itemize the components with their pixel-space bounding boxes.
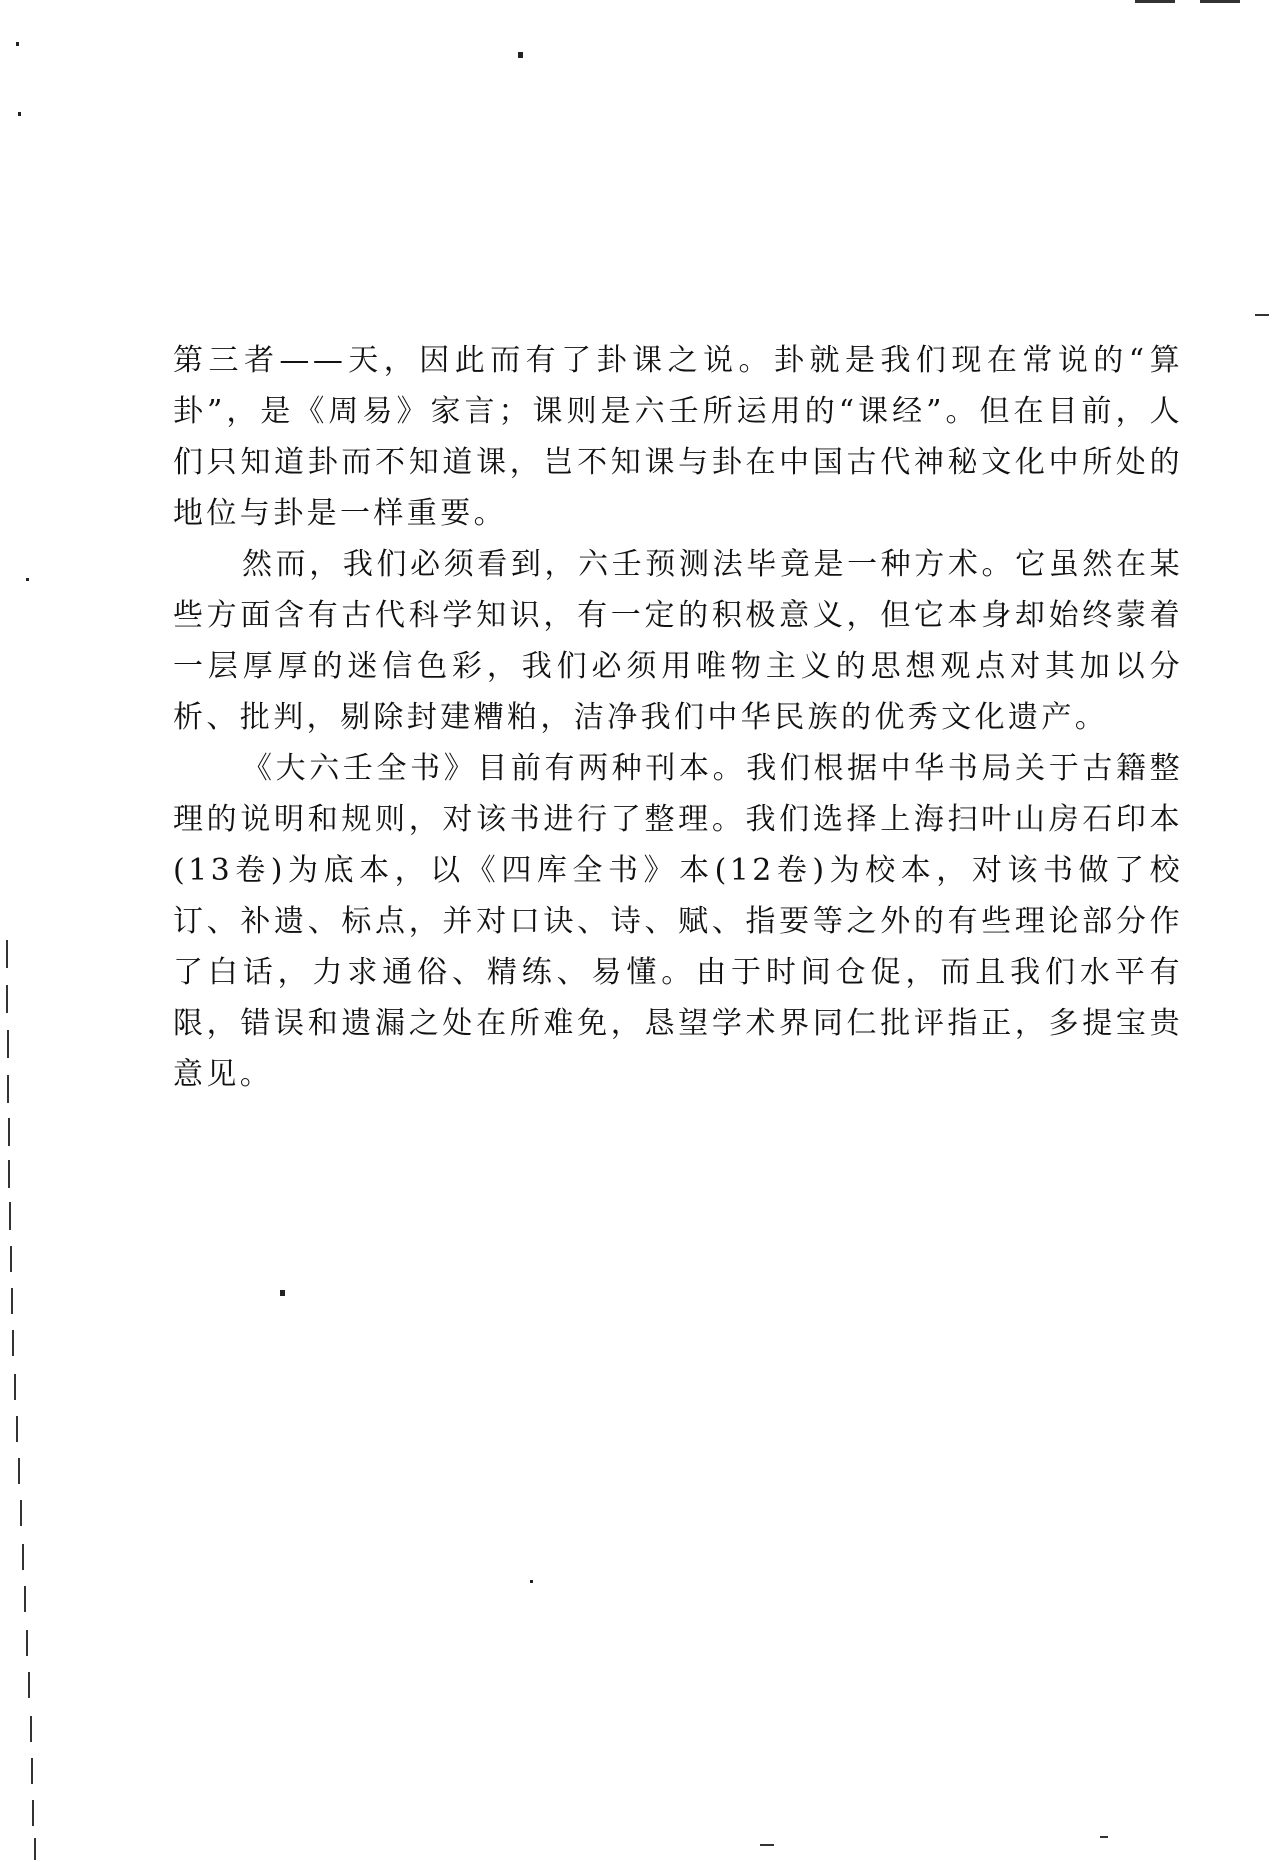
scan-speck bbox=[26, 578, 29, 581]
scan-edge-tick bbox=[26, 1630, 28, 1656]
scan-edge-tick bbox=[6, 940, 8, 968]
scan-edge-tick bbox=[12, 1330, 14, 1356]
scan-edge-tick bbox=[6, 985, 8, 1013]
scan-edge-tick bbox=[8, 1160, 10, 1188]
scan-mark bbox=[1200, 0, 1240, 3]
scan-edge-tick bbox=[7, 1075, 9, 1103]
paragraph-1: 第三者——天，因此而有了卦课之说。卦就是我们现在常说的“算卦”，是《周易》家言；课则是六壬所运用的“课经”。但在目前，人们只知道卦而不知道课，岂不知课与卦在中国古代神秘文化中所处的地位与卦是一样重要。 bbox=[173, 343, 1183, 531]
scan-speck bbox=[518, 52, 523, 58]
paragraph-3: 《大六壬全书》目前有两种刊本。我们根据中华书局关于古籍整理的说明和规则，对该书进行了整理。我们选择上海扫叶山房石印本(13卷)为底本，以《四库全书》本(12卷)为校本，对该书做了校订、补遗、标点，并对口诀、诗、赋、指要等之外的有些理论部分作了白话，力求通俗、精练、易懂。由于时间仓促，而且我们水平有限，错误和遗漏之处在所难免，恳望学术界同仁批评指正，多提宝贵意见。 bbox=[173, 751, 1183, 1092]
scan-edge-tick bbox=[14, 1374, 16, 1400]
scan-edge-tick bbox=[9, 1202, 11, 1230]
scan-edge-tick bbox=[32, 1800, 34, 1826]
paragraph-2: 然而，我们必须看到，六壬预测法毕竟是一种方术。它虽然在某些方面含有古代科学知识，有一定的积极意义，但它本身却始终蒙着一层厚厚的迷信色彩，我们必须用唯物主义的思想观点对其加以分析、批判，剔除封建糟粕，洁净我们中华民族的优秀文化遗产。 bbox=[173, 547, 1183, 735]
scan-speck bbox=[18, 112, 21, 116]
scan-edge-tick bbox=[31, 1758, 33, 1784]
scan-edge-tick bbox=[30, 1716, 32, 1742]
scan-speck bbox=[16, 42, 19, 46]
scan-edge-tick bbox=[18, 1458, 20, 1484]
scan-mark bbox=[1255, 314, 1269, 316]
scan-edge-tick bbox=[7, 1030, 9, 1058]
scan-edge-tick bbox=[10, 1246, 12, 1272]
scan-edge-tick bbox=[28, 1672, 30, 1698]
scan-edge-tick bbox=[16, 1416, 18, 1442]
scan-edge-tick bbox=[22, 1544, 24, 1570]
scan-edge-tick bbox=[24, 1586, 26, 1612]
scan-edge-tick bbox=[20, 1500, 22, 1526]
scan-mark bbox=[1135, 0, 1175, 3]
scan-speck bbox=[530, 1580, 533, 1583]
scan-mark bbox=[760, 1844, 774, 1846]
scan-edge-tick bbox=[8, 1118, 10, 1146]
body-text bbox=[173, 335, 1183, 1100]
scan-speck bbox=[280, 1290, 285, 1296]
scan-mark bbox=[1100, 1836, 1108, 1838]
scan-edge-tick bbox=[34, 1838, 36, 1860]
scan-edge-tick bbox=[11, 1288, 13, 1314]
